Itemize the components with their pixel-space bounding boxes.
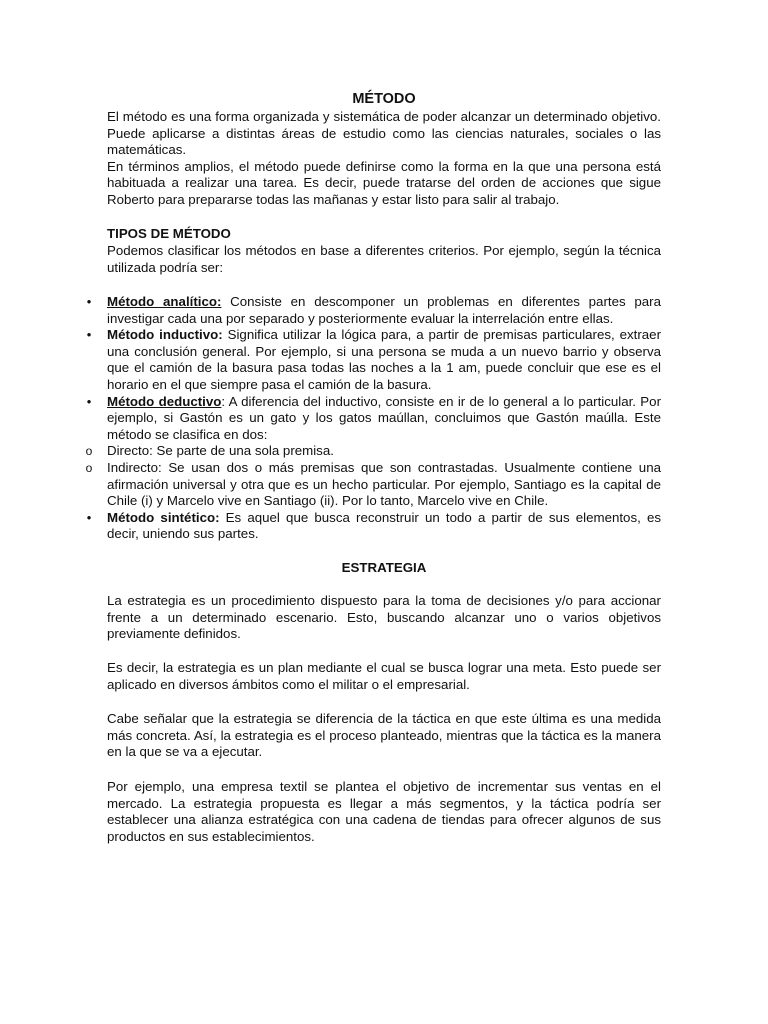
bullet-icon: • <box>86 294 92 309</box>
list-item-deductivo <box>0 394 661 444</box>
list-item-inductivo <box>0 327 661 393</box>
term-analitico: Método analítico: <box>107 294 222 309</box>
tipos-list <box>0 294 661 543</box>
bullet-icon: • <box>86 327 92 343</box>
desc-directo: Directo: Se parte de una sola premisa. <box>107 443 334 459</box>
circle-bullet-icon: o <box>85 444 93 459</box>
list-item-sintetico <box>0 510 661 543</box>
bullet-icon: • <box>86 509 92 525</box>
desc-sintetico: Es aquel que busca reconstruir un todo a partir de sus elementos, es decir, uniendo sus partes. <box>107 509 661 542</box>
estrategia-p2: Es decir, la estrategia es un plan mediante el cual se busca lograr una meta. Esto puede ser aplicado en diversos ámbitos como el militar o el empresarial. <box>107 660 661 692</box>
term-deductivo: Método deductivo <box>107 393 222 409</box>
list-item-indirecto <box>0 460 661 510</box>
tipos-heading: TIPOS DE MÉTODO <box>107 226 231 241</box>
desc-indirecto: Indirecto: Se usan dos o más premisas que son contrastadas. Usualmente contiene una afirmación universal y otra que es un hecho particular. Por ejemplo, Santiago es la capital de Chile (i) y Marcelo vive en Santiago (ii). Por lo tanto, Marcelo vive en Chile. <box>107 459 661 509</box>
metodo-title: MÉTODO <box>352 91 416 107</box>
circle-bullet-icon: o <box>85 460 93 475</box>
estrategia-title: ESTRATEGIA <box>341 560 427 575</box>
estrategia-p1: La estrategia es un procedimiento dispuesto para la toma de decisiones y/o para accionar frente a un determinado escenario. Esto, buscando alcanzar uno o varios objetivos previamente definidos. <box>107 593 661 642</box>
bullet-icon: • <box>86 393 92 409</box>
desc-analitico: Consiste en descomponer un problemas en diferentes partes para investigar cada una por separado y posteriormente evaluar la interrelación entre ellas. <box>107 294 661 326</box>
metodo-intro-p1: El método es una forma organizada y sistemática de poder alcanzar un determinado objetivo. Puede aplicarse a distintas áreas de estudio como las ciencias naturales, sociales o las matemáticas. <box>107 109 661 158</box>
metodo-intro-p2: En términos amplios, el método puede definirse como la forma en la que una persona está habituada a realizar una tarea. Es decir, puede tratarse del orden de acciones que sigue Roberto para prepararse todas las mañanas y estar listo para salir al trabajo. <box>107 158 661 207</box>
desc-inductivo: Significa utilizar la lógica para, a partir de premisas particulares, extraer una conclusión general. Por ejemplo, si una persona se muda a un nuevo barrio y observa que el camión de la basura pasa todas las noches a la 1 am, puede concluir que ese es el horario en el que siempre pasa el camión de la basura. <box>107 327 662 392</box>
desc-deductivo: : A diferencia del inductivo, consiste en ir de lo general a lo particular. Por ejemplo, si Gastón es un gato y los gatos maúllan, concluimos que Gastón maúlla. Este método se clasifica en dos: <box>107 393 662 442</box>
list-item-directo <box>0 443 661 460</box>
term-inductivo: Método inductivo: <box>107 327 223 343</box>
term-sintetico: Método sintético: <box>107 509 220 525</box>
list-item-analitico <box>0 294 661 327</box>
estrategia-p3: Cabe señalar que la estrategia se diferencia de la táctica en que este última es una medida más concreta. Así, la estrategia es el proceso planteado, mientras que la táctica es la manera en la que se va a ejecutar. <box>107 711 661 760</box>
metodo-intro-paragraph <box>107 109 661 209</box>
tipos-intro: Podemos clasificar los métodos en base a diferentes criterios. Por ejemplo, según la técnica utilizada podría ser: <box>107 243 661 275</box>
estrategia-p4: Por ejemplo, una empresa textil se plantea el objetivo de incrementar sus ventas en el mercado. La estrategia propuesta es llegar a más segmentos, y la táctica podría ser establecer una alianza estratégica con una cadena de tiendas para ofrecer algunos de sus productos en sus establecimientos. <box>107 779 661 844</box>
